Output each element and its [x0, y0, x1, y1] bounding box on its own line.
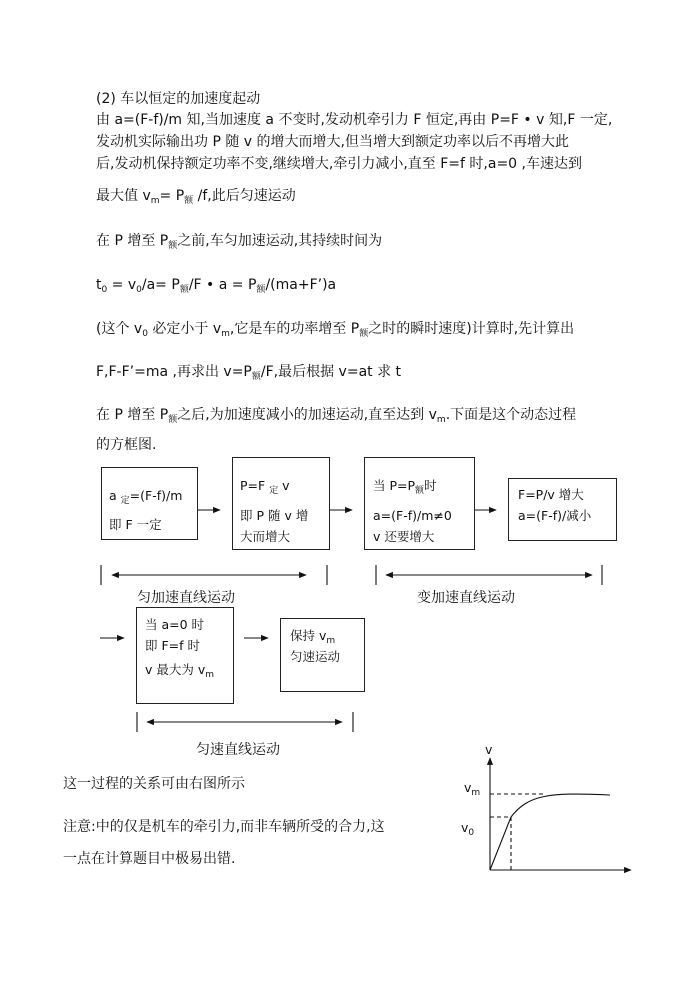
text-run: /a= P [141, 277, 180, 293]
text-run: 最大值 v [96, 188, 151, 204]
text-run: 在 P 增至 P [96, 407, 169, 423]
text-run: F,F-F’=ma ,再求出 v=P [96, 364, 252, 380]
para1-line3: 后,发动机保持额定功率不变,继续增大,牵引力减小,直至 F=f 时,a=0 ,车速达到 [96, 156, 582, 172]
box2-line2: 即 P 随 v 增 [240, 508, 309, 523]
box1-line2: 即 F 一定 [109, 517, 162, 532]
text-run: 当 P=P [373, 478, 416, 493]
text-run: 必定小于 v [147, 321, 222, 337]
text-run: 之时的瞬时速度)计算时,先计算出 [368, 321, 575, 337]
stage-label-variable-acceleration: 变加速直线运动 [417, 590, 515, 606]
text-run: t [96, 277, 102, 293]
subscript: m [205, 670, 215, 680]
subscript: 额 [168, 241, 178, 251]
stage-label-uniform-acceleration: 匀加速直线运动 [137, 590, 235, 606]
box2-line3: 大而增大 [240, 529, 291, 544]
text-run: .下面是这个动态过程 [445, 407, 577, 423]
text-run: 在 P 增至 P [96, 233, 169, 249]
subscript: m [436, 415, 446, 425]
subscript: 额 [184, 196, 194, 206]
box3-line1 [373, 478, 437, 499]
velocity-time-graph [490, 758, 631, 870]
box4-line2: a=(F-f)/减小 [518, 508, 592, 523]
text-run: ,它是车的功率增至 P [229, 321, 360, 337]
box2-line1 [240, 478, 290, 499]
subscript: 额 [415, 486, 425, 496]
para1-line1: 由 a=(F-f)/m 知,当加速度 a 不变时,发动机牵引力 F 恒定,再由 P=F • v 知,F 一定, [96, 112, 613, 128]
graph-vm-label [464, 780, 480, 801]
graph-v0-label [461, 820, 474, 841]
para6: 这一过程的关系可由右图所示 [63, 776, 245, 792]
subscript: 定 [269, 486, 279, 496]
subscript: m [150, 196, 160, 206]
graph-y-axis-label: v [485, 742, 493, 757]
box1-line1 [109, 488, 182, 509]
subscript: 0 [136, 285, 142, 295]
subscript: 0 [142, 329, 148, 339]
text-run: 之前,车匀加速运动,其持续时间为 [177, 233, 383, 249]
text-run: v [464, 780, 472, 795]
text-run: 之后,为加速度减小的加速运动,直至达到 v [177, 407, 437, 423]
subscript: 额 [256, 285, 266, 295]
subscript: 0 [468, 828, 475, 838]
text-run: 时 [424, 478, 437, 493]
text-run: /(ma+F’)a [265, 277, 337, 293]
text-run: a [109, 488, 121, 503]
graph-curve-segment [511, 794, 610, 817]
box5-line3 [145, 662, 214, 683]
subscript: 额 [168, 415, 178, 425]
text-run: v 最大为 v [145, 662, 206, 677]
box5-line1: 当 a=0 时 [145, 617, 205, 632]
box3-line3: v 还要增大 [373, 529, 435, 544]
subscript: 额 [251, 372, 261, 382]
subscript: 额 [179, 285, 189, 295]
text-run: /F,最后根据 v=at 求 t [260, 364, 402, 380]
box5-line2: 即 F=f 时 [145, 638, 201, 653]
text-run: P=F [240, 478, 270, 493]
subscript: 0 [101, 285, 108, 295]
text-run: v [278, 478, 290, 493]
stage-label-uniform-motion: 匀速直线运动 [196, 742, 280, 758]
box3-line2: a=(F-f)/m≠0 [373, 508, 452, 523]
para1-line2: 发动机实际输出功 P 随 v 的增大而增大,但当增大到额定功率以后不再增大此 [96, 134, 569, 150]
text-run: v [461, 820, 469, 835]
box6-line1 [290, 628, 335, 649]
text-run: = v [107, 277, 137, 293]
note-line2: 一点在计算题目中极易出错. [63, 851, 236, 867]
note-line1: 注意:中的仅是机车的牵引力,而非车辆所受的合力,这 [63, 819, 385, 835]
text-run: /f,此后匀速运动 [193, 188, 296, 204]
section-heading: (2) 车以恒定的加速度起动 [96, 91, 261, 107]
text-run: =(F-f)/m [129, 488, 183, 503]
graph-linear-segment [490, 817, 511, 870]
subscript: 额 [359, 329, 369, 339]
text-run: = P [159, 188, 185, 204]
text-run: 保持 v [290, 628, 327, 643]
text-run: (这个 v [96, 321, 143, 337]
subscript: m [326, 636, 336, 646]
subscript: m [221, 329, 230, 339]
text-run: /F • a = P [188, 277, 257, 293]
subscript: m [471, 788, 481, 798]
box6-line2: 匀速运动 [290, 649, 341, 664]
para5-line2: 的方框图. [96, 437, 157, 453]
box4-line1: F=P/v 增大 [518, 487, 584, 502]
subscript: 定 [120, 496, 130, 506]
